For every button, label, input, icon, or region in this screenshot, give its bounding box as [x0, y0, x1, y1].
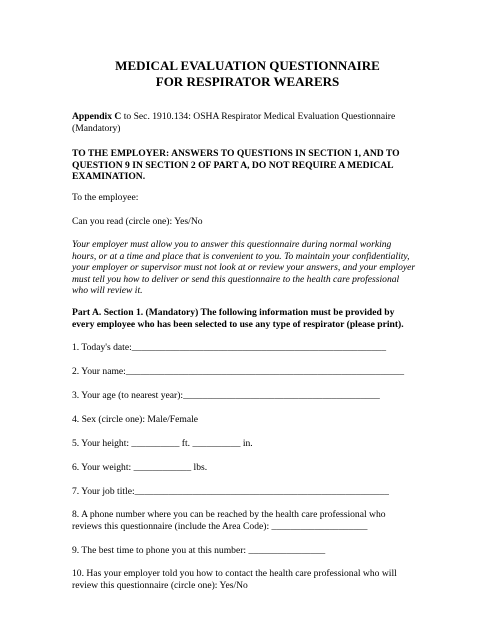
employer-notice: [72, 148, 432, 183]
appendix-text: to Sec. 1910.134: OSHA Respirator Medical Evaluation Questionnaire: [121, 111, 396, 122]
appendix-text-line2: (Mandatory): [72, 122, 121, 134]
question-7-job-title[interactable]: 7. Your job title:_____________________________________________________: [72, 486, 389, 497]
confidentiality-line4: must tell you how to deliver or send this questionnaire to the health care professional: [72, 273, 400, 285]
appendix-label: Appendix C: [72, 111, 122, 122]
confidentiality-line2: hours, or at a time and place that is convenient to you. To maintain your confidentiality,: [72, 250, 410, 262]
question-10-contact[interactable]: [72, 568, 432, 591]
confidentiality-line5: who will review it.: [72, 285, 143, 297]
question-8-line2[interactable]: reviews this questionnaire (include the Area Code): ____________________: [72, 520, 368, 532]
question-8-phone[interactable]: [72, 509, 432, 532]
question-2-name[interactable]: 2. Your name:__________________________________________________________: [72, 366, 405, 377]
question-8-line1: 8. A phone number where you can be reached by the health care professional who: [72, 509, 386, 520]
question-1-todays-date[interactable]: 1. Today's date:_____________________________________________________: [72, 342, 386, 353]
to-employee-heading: To the employee:: [72, 192, 139, 203]
question-6-weight[interactable]: 6. Your weight: ____________ lbs.: [72, 462, 208, 473]
employer-notice-line1: TO THE EMPLOYER: ANSWERS TO QUESTIONS IN SECTION 1, AND TO: [72, 148, 400, 159]
confidentiality-notice: [72, 239, 432, 297]
document-title-line2: FOR RESPIRATOR WEARERS: [155, 74, 340, 89]
question-10-line2[interactable]: review this questionnaire (circle one): Yes/No: [72, 579, 248, 591]
confidentiality-line3: your employer or supervisor must not look at or review your answers, and your employer: [72, 262, 416, 274]
part-a-line1: Part A. Section 1. (Mandatory) The following information must be provided by: [72, 307, 395, 318]
employer-notice-line2: QUESTION 9 IN SECTION 2 OF PART A, DO NOT REQUIRE A MEDICAL: [72, 159, 394, 171]
employer-notice-line3: EXAMINATION.: [72, 171, 146, 183]
confidentiality-line1: Your employer must allow you to answer this questionnaire during normal working: [72, 239, 392, 250]
question-4-sex[interactable]: 4. Sex (circle one): Male/Female: [72, 414, 199, 425]
document-title-line1: MEDICAL EVALUATION QUESTIONNAIRE: [115, 58, 380, 73]
question-10-line1: 10. Has your employer told you how to contact the health care professional who will: [72, 568, 397, 579]
part-a-section-heading: [72, 307, 432, 330]
part-a-line2: every employee who has been selected to use any type of respirator (please print).: [72, 318, 404, 330]
question-5-height[interactable]: 5. Your height: __________ ft. __________ in.: [72, 438, 253, 449]
appendix-reference: [72, 111, 432, 134]
can-read-question: Can you read (circle one): Yes/No: [72, 216, 203, 227]
question-3-age[interactable]: 3. Your age (to nearest year):_________________________________________: [72, 390, 380, 401]
question-9-best-time[interactable]: 9. The best time to phone you at this number: ________________: [72, 545, 326, 556]
